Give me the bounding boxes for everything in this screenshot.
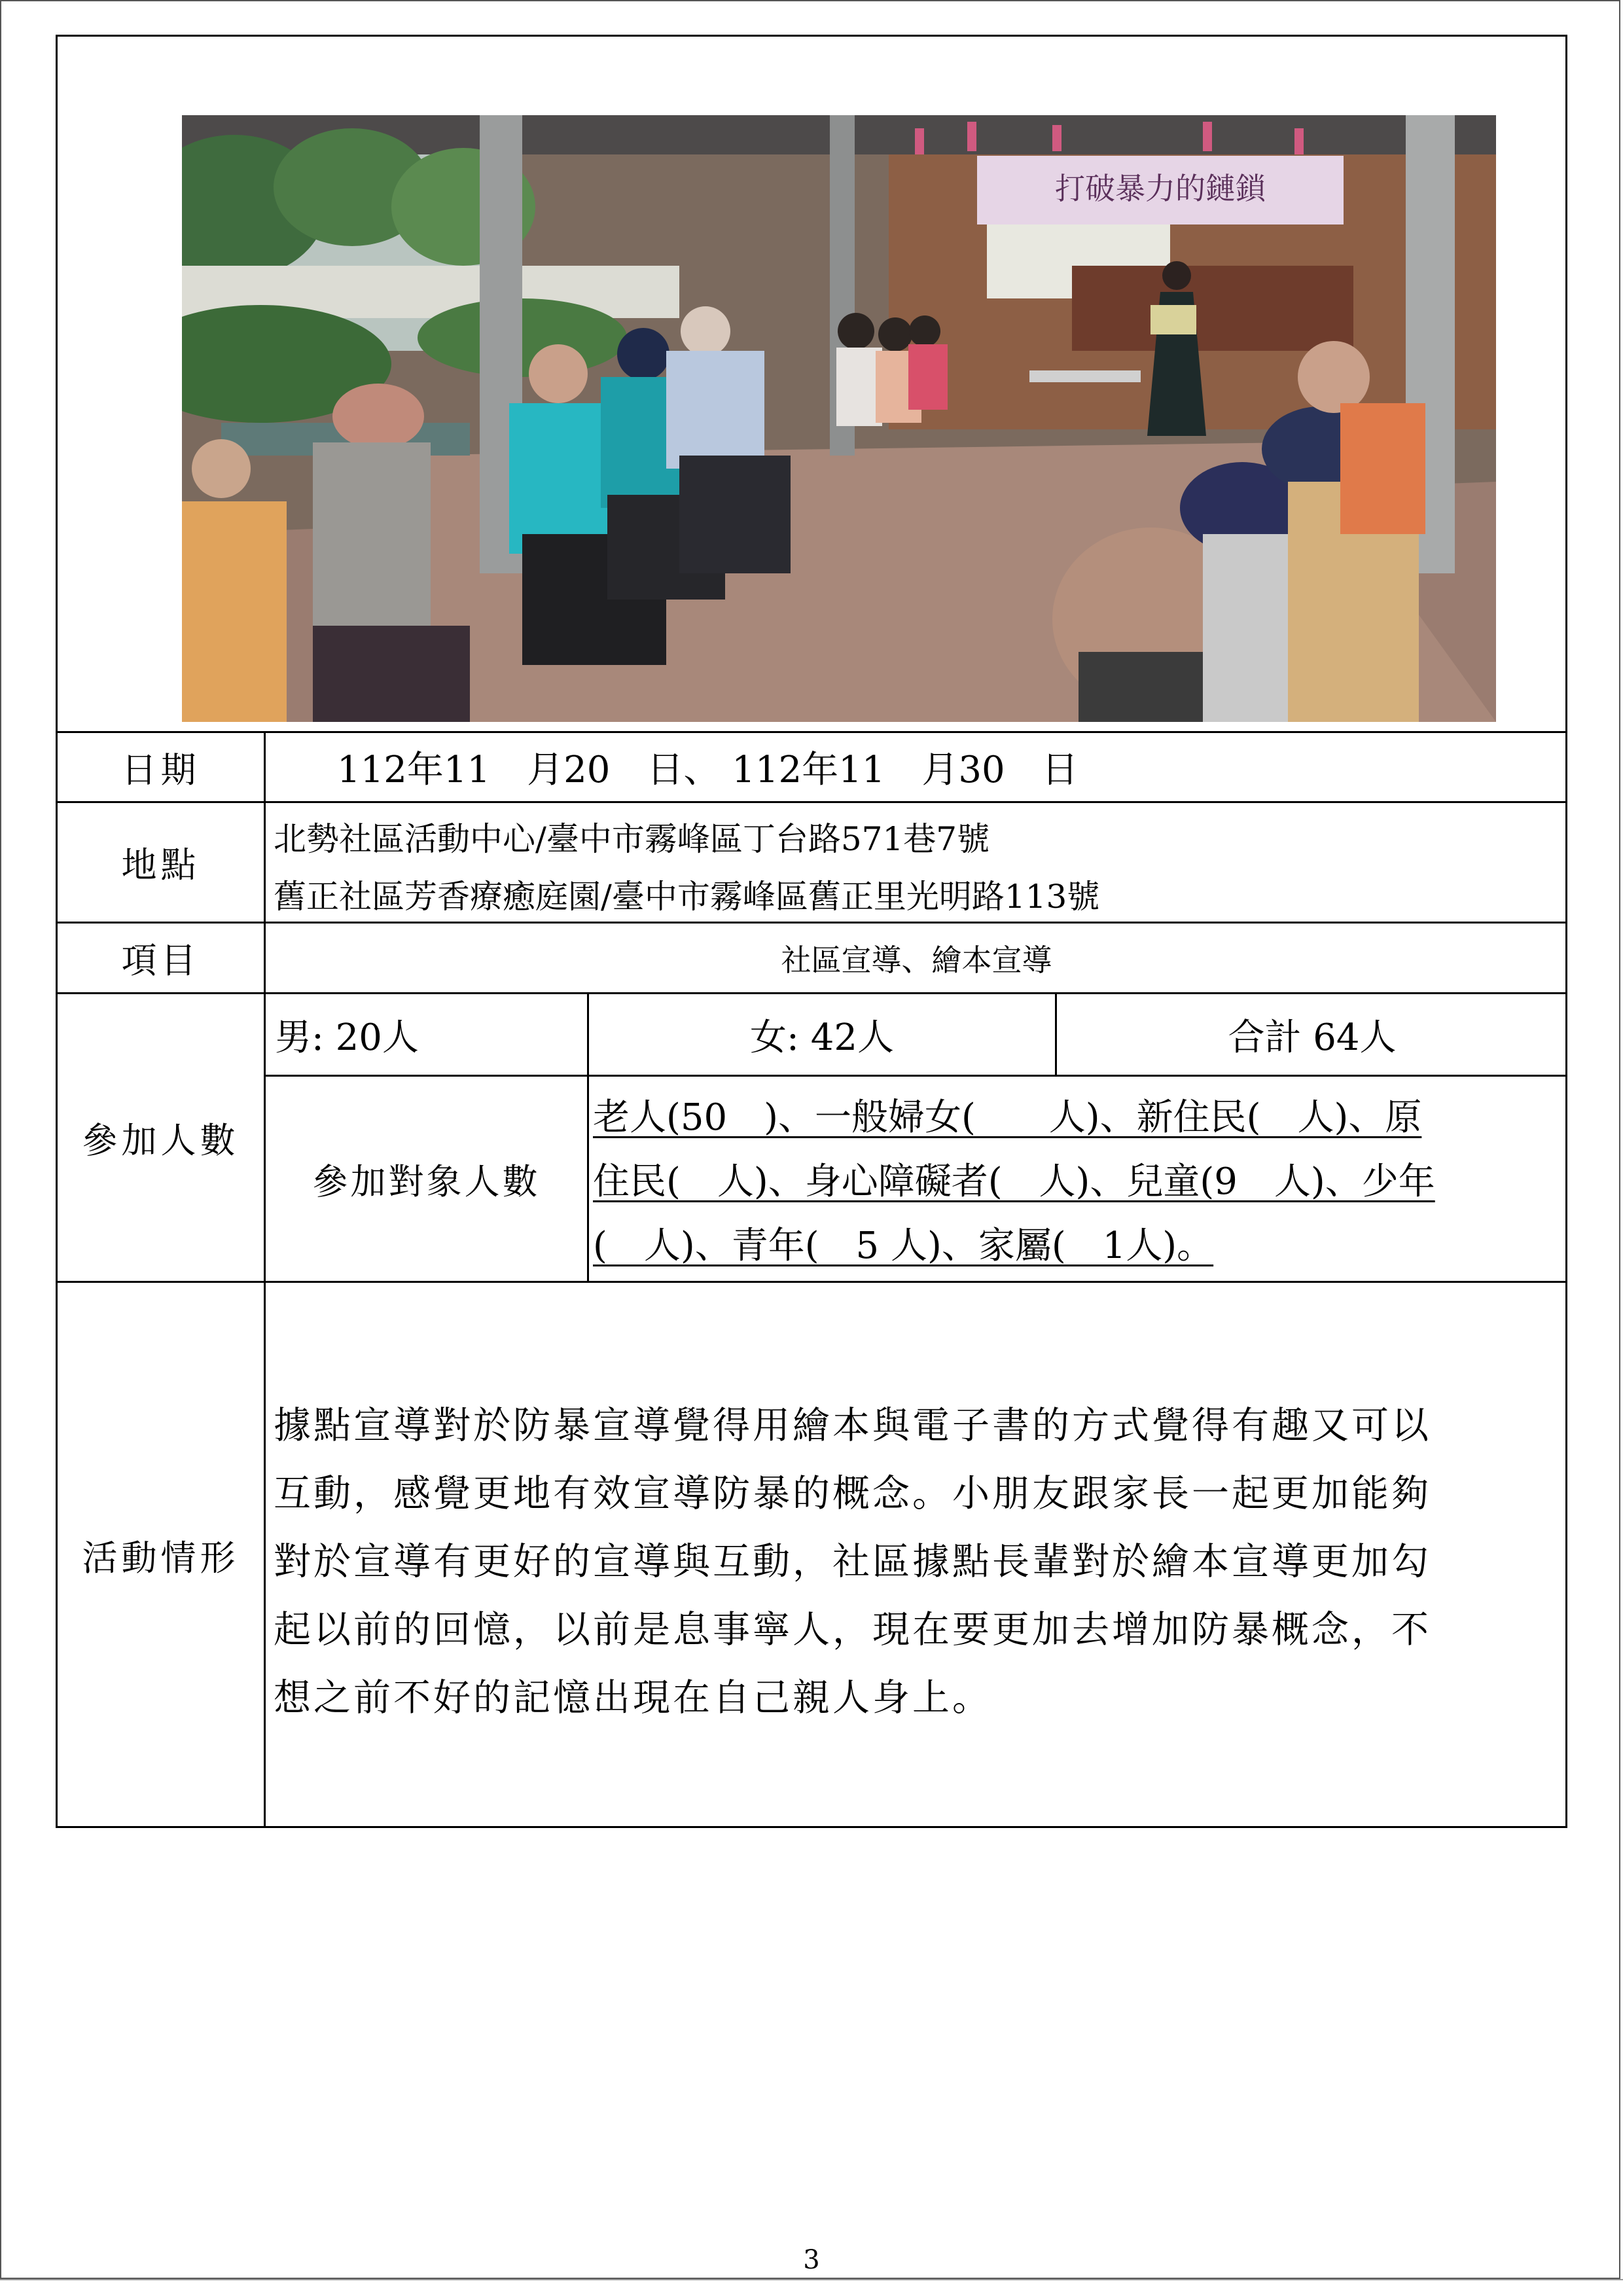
activity-line: 起以前的回憶，以前是息事寧人，現在要更加去增加防暴概念，不 [274,1608,1431,1651]
photo-banner-text: 打破暴力的鏈鎖 [1055,171,1266,206]
item-value: 社區宣導、繪本宣導 [781,942,1052,978]
grid-line [56,1281,1567,1283]
total-count: 合計 64人 [1228,1016,1397,1059]
activity-line: 對於宣導有更好的宣導與互動，社區據點長輩對於繪本宣導更加勾 [274,1540,1431,1583]
target-line2: 住民( 人)、身心障礙者( 人)、兒童(9 人)、少年 [593,1160,1435,1203]
target-label: 參加對象人數 [312,1160,541,1202]
activity-label: 活動情形 [82,1537,240,1579]
page-number: 3 [803,2245,820,2275]
activity-line: 互動，感覺更地有效宣導防暴的概念。小朋友跟家長一起更加能夠 [274,1472,1431,1515]
activity-photo [182,115,1496,722]
location-line2: 舊正社區芳香療癒庭園/臺中市霧峰區舊正里光明路113號 [274,878,1100,916]
location-line1: 北勢社區活動中心/臺中市霧峰區丁台路571巷7號 [274,820,990,858]
activity-description [274,1391,1566,1732]
female-count: 女: 42人 [750,1016,894,1059]
page-edge [0,2279,1623,2280]
participants-label: 參加人數 [82,1119,240,1161]
date-value: 112年11 月20 日、 112年11 月30 日 [337,749,1079,791]
male-count: 男: 20人 [275,1016,419,1059]
location-label: 地點 [121,844,200,886]
activity-line: 想之前不好的記憶出現在自己親人身上。 [274,1676,992,1719]
target-line1: 老人(50 )、一般婦女( 人)、新住民( 人)、原 [593,1096,1422,1139]
grid-line [56,801,1567,803]
target-line3: ( 人)、青年( 5 人)、家屬( 1人)。 [593,1224,1214,1267]
date-label: 日期 [121,749,200,791]
activity-line: 據點宣導對於防暴宣導覺得用繪本與電子書的方式覺得有趣又可以 [274,1404,1431,1447]
item-label: 項目 [121,940,200,981]
